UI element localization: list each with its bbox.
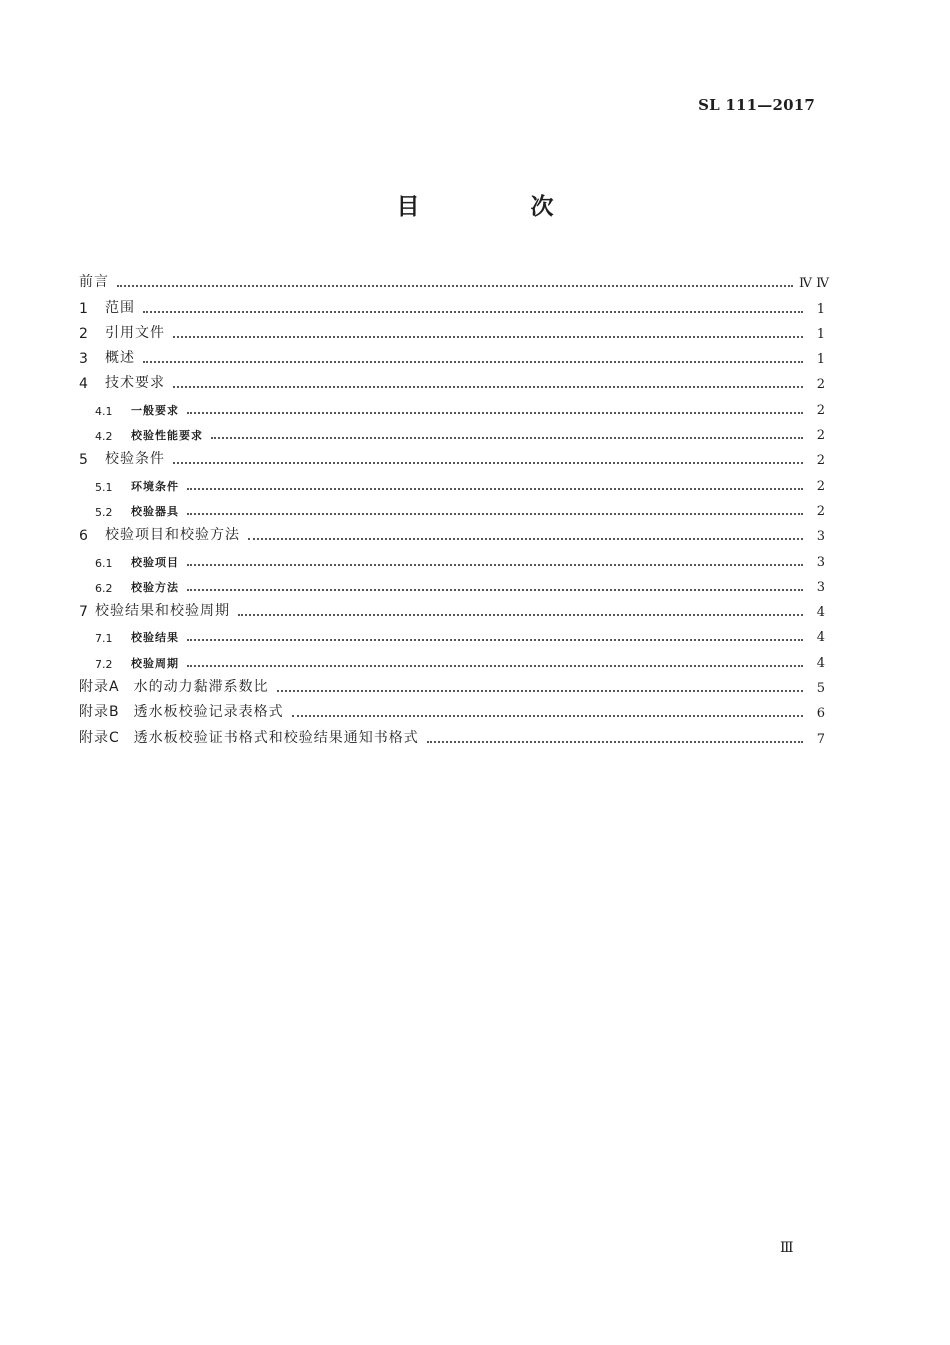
toc-label: 校验周期 — [131, 656, 179, 670]
leader-dots — [211, 436, 803, 439]
toc-label: 技术要求 — [105, 375, 165, 392]
toc-number: 6.1 — [95, 556, 113, 570]
toc-page: 2 — [816, 402, 825, 418]
toc-entry-4-2[interactable] — [79, 418, 825, 443]
toc-page: 2 — [816, 478, 825, 494]
toc-entry-6-2[interactable] — [79, 570, 825, 595]
toc-page: Ⅳ Ⅳ — [799, 276, 830, 292]
toc-label: 校验器具 — [131, 504, 179, 518]
toc-number: 7 — [79, 604, 88, 621]
toc-number: 附录A — [79, 679, 120, 696]
toc-entry-3[interactable] — [79, 342, 825, 367]
leader-dots — [173, 385, 803, 388]
leader-dots — [187, 588, 803, 591]
leader-dots — [187, 664, 803, 667]
table-of-contents — [79, 266, 830, 747]
toc-label: 校验项目和校验方法 — [105, 527, 240, 544]
toc-page: 2 — [816, 503, 825, 519]
toc-page: 4 — [816, 630, 825, 646]
toc-label: 概述 — [105, 350, 135, 367]
toc-page: 4 — [816, 655, 825, 671]
toc-entry-preface[interactable] — [79, 266, 830, 292]
leader-dots — [238, 613, 803, 616]
toc-entry-5-2[interactable] — [79, 494, 825, 519]
leader-dots — [277, 689, 803, 692]
toc-number: 5.1 — [95, 480, 113, 494]
leader-dots — [187, 411, 803, 414]
toc-page: 3 — [816, 554, 825, 570]
toc-page: 3 — [816, 579, 825, 595]
toc-number: 6.2 — [95, 581, 113, 595]
toc-number: 1 — [79, 300, 88, 317]
toc-label: 范围 — [105, 299, 135, 316]
toc-label: 校验结果 — [131, 631, 179, 645]
toc-number: 5.2 — [95, 505, 113, 519]
toc-entry-appendix-b[interactable] — [79, 696, 825, 721]
toc-number: 4.2 — [95, 430, 113, 444]
toc-entry-5[interactable] — [79, 443, 825, 468]
toc-label: 一般要求 — [131, 403, 179, 417]
toc-entry-7[interactable] — [79, 595, 825, 620]
toc-page: 6 — [816, 706, 825, 722]
toc-number: 3 — [79, 351, 88, 368]
toc-page: 4 — [816, 605, 825, 621]
toc-page: 1 — [816, 301, 825, 317]
toc-label: 环境条件 — [131, 479, 179, 493]
toc-page: 2 — [816, 377, 825, 393]
toc-label: 前言 — [79, 274, 109, 291]
leader-dots — [187, 487, 803, 490]
toc-entry-5-1[interactable] — [79, 468, 825, 493]
toc-entry-6-1[interactable] — [79, 544, 825, 569]
toc-label: 透水板校验证书格式和校验结果通知书格式 — [133, 729, 419, 746]
leader-dots — [248, 537, 803, 540]
toc-page: 1 — [816, 352, 825, 368]
toc-entry-4[interactable] — [79, 367, 825, 392]
toc-entry-7-1[interactable] — [79, 620, 825, 645]
toc-number: 4.1 — [95, 404, 113, 418]
toc-number: 4 — [79, 376, 88, 393]
leader-dots — [117, 284, 793, 287]
toc-page: 7 — [816, 731, 825, 747]
toc-number: 附录C — [79, 729, 120, 746]
leader-dots — [173, 335, 803, 338]
leader-dots — [187, 638, 803, 641]
toc-number: 7.1 — [95, 632, 113, 646]
toc-label: 引用文件 — [105, 324, 165, 341]
toc-entry-4-1[interactable] — [79, 392, 825, 417]
toc-number: 6 — [79, 528, 88, 545]
toc-page: 1 — [816, 326, 825, 342]
toc-number: 附录B — [79, 704, 120, 721]
toc-title: 目 次 — [396, 194, 598, 220]
toc-entry-7-2[interactable] — [79, 645, 825, 670]
toc-label: 校验方法 — [131, 580, 179, 594]
toc-page: 3 — [816, 529, 825, 545]
leader-dots — [292, 714, 803, 717]
toc-page: 5 — [816, 681, 825, 697]
standard-code: SL 111—2017 — [698, 96, 815, 114]
toc-label: 水的动力黏滞系数比 — [133, 679, 269, 696]
toc-entry-6[interactable] — [79, 519, 825, 544]
toc-page: 2 — [816, 428, 825, 444]
page-number: Ⅲ — [780, 1240, 794, 1256]
toc-number: 2 — [79, 325, 88, 342]
toc-label: 校验条件 — [105, 451, 165, 468]
toc-page: 2 — [816, 453, 825, 469]
leader-dots — [143, 360, 803, 363]
toc-entry-appendix-c[interactable] — [79, 721, 825, 746]
toc-label: 校验项目 — [131, 555, 179, 569]
toc-label: 校验性能要求 — [131, 429, 203, 443]
toc-number: 7.2 — [95, 657, 113, 671]
toc-entry-appendix-a[interactable] — [79, 671, 825, 696]
leader-dots — [187, 512, 803, 515]
leader-dots — [427, 740, 803, 743]
leader-dots — [173, 461, 803, 464]
leader-dots — [143, 310, 803, 313]
toc-entry-1[interactable] — [79, 291, 825, 316]
toc-number: 5 — [79, 452, 88, 469]
toc-entry-2[interactable] — [79, 317, 825, 342]
toc-label: 透水板校验记录表格式 — [133, 704, 284, 721]
toc-label: 校验结果和校验周期 — [95, 603, 230, 620]
leader-dots — [187, 563, 803, 566]
